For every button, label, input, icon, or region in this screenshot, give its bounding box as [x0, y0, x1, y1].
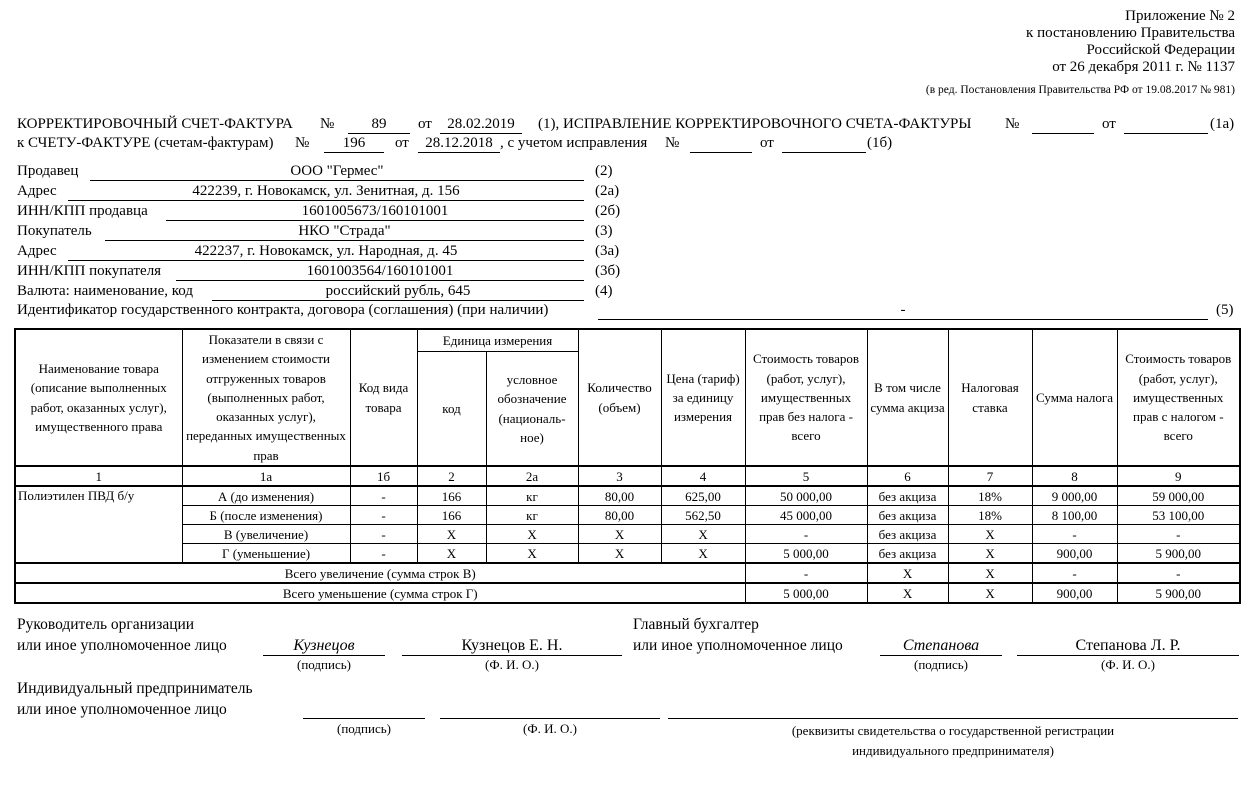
ip-signature-caption: (подпись)	[337, 721, 391, 736]
column-number: 2а	[486, 466, 578, 486]
indicator-cell: В (увеличение)	[182, 525, 350, 544]
header-tax-rate: Налоговая ставка	[948, 329, 1032, 466]
seller-inn-field[interactable]: 1601005673/160101001	[166, 202, 584, 221]
contract-id-field[interactable]: -	[598, 301, 1208, 320]
seller-address-code: (2а)	[595, 183, 620, 199]
column-number: 1а	[182, 466, 350, 486]
fix-number-field[interactable]	[690, 134, 752, 153]
column-number: 6	[867, 466, 948, 486]
header-tax-amount: Сумма налога	[1032, 329, 1117, 466]
header-quantity: Количество (объем)	[578, 329, 661, 466]
header-excise: В том числе сумма акциза	[867, 329, 948, 466]
document-title: КОРРЕКТИРОВОЧНЫЙ СЧЕТ-ФАКТУРА	[17, 116, 293, 132]
base-invoice-number-field[interactable]: 196	[324, 134, 384, 153]
table-header-row	[15, 329, 1240, 351]
buyer-address-label: Адрес	[17, 243, 57, 259]
buyer-inn-code: (3б)	[595, 263, 621, 279]
header-indicators: Показатели в связи с изменением стоимости отгруженных товаров (выполненных работ, оказанных услуг), переданных имущественных прав	[182, 329, 350, 466]
seller-inn-label: ИНН/КПП продавца	[17, 203, 148, 219]
contract-id-code: (5)	[1216, 302, 1234, 318]
base-invoice-date-field[interactable]: 28.12.2018	[418, 134, 500, 153]
appendix-line-4: от 26 декабря 2011 г. № 1137	[1052, 59, 1235, 75]
column-number: 4	[661, 466, 745, 486]
quantity-cell: 80,00	[578, 506, 661, 525]
correction-date-field[interactable]	[1124, 115, 1208, 134]
seller-code: (2)	[595, 163, 613, 179]
rate-cell: X	[948, 583, 1032, 603]
cost-cell: 5 000,00	[745, 544, 867, 564]
header-kind-code: Код вида товара	[350, 329, 417, 466]
tax-cell: 9 000,00	[1032, 486, 1117, 506]
ip-registration-caption-line-2: индивидуального предпринимателя)	[852, 743, 1054, 758]
fix-number-sign: №	[665, 135, 680, 151]
tax-cell: -	[1032, 563, 1117, 583]
ip-name-field[interactable]	[440, 700, 660, 719]
accountant-signature-caption: (подпись)	[914, 657, 968, 672]
total-cell: 59 000,00	[1117, 486, 1240, 506]
buyer-address-field[interactable]: 422237, г. Новокамск, ул. Народная, д. 45	[68, 242, 584, 261]
unit-code-cell: 166	[417, 506, 486, 525]
buyer-address-code: (3а)	[595, 243, 620, 259]
ip-label-1: Индивидуальный предприниматель	[17, 680, 253, 697]
column-number: 5	[745, 466, 867, 486]
buyer-inn-field[interactable]: 1601003564/160101001	[176, 262, 584, 281]
column-number: 9	[1117, 466, 1240, 486]
accountant-signature-field[interactable]: Степанова	[880, 637, 1002, 656]
excise-cell: без акциза	[867, 525, 948, 544]
cost-cell: -	[745, 525, 867, 544]
header-unit-code: код	[417, 351, 486, 466]
buyer-code: (3)	[595, 223, 613, 239]
buyer-inn-label: ИНН/КПП покупателя	[17, 263, 162, 279]
seller-inn-code: (2б)	[595, 203, 621, 219]
currency-code: (4)	[595, 283, 613, 299]
head-signature-field[interactable]: Кузнецов	[263, 637, 385, 656]
total-label-cell: Всего увеличение (сумма строк В)	[15, 563, 745, 583]
invoice-number-field[interactable]: 89	[348, 115, 410, 134]
fix-from-label: от	[760, 135, 774, 151]
table-row	[15, 525, 1240, 544]
price-cell: X	[661, 544, 745, 564]
header-unit-name: условное обозначение (националь-ное)	[486, 351, 578, 466]
tax-cell: 900,00	[1032, 583, 1117, 603]
accountant-name-field[interactable]: Степанова Л. Р.	[1017, 637, 1239, 656]
column-number: 1б	[350, 466, 417, 486]
kind-cell: -	[350, 544, 417, 564]
correction-from-label: от	[1102, 116, 1116, 132]
head-name-field[interactable]: Кузнецов Е. Н.	[402, 637, 622, 656]
cost-cell: 45 000,00	[745, 506, 867, 525]
head-label-2: или иное уполномоченное лицо	[17, 637, 227, 654]
buyer-label: Покупатель	[17, 223, 92, 239]
fix-label: , с учетом исправления	[500, 135, 648, 151]
table-row	[15, 486, 1240, 506]
kind-cell: -	[350, 525, 417, 544]
unit-name-cell: X	[486, 525, 578, 544]
header-cost-without-tax: Стоимость товаров (работ, услуг), имущественных прав без налога - всего	[745, 329, 867, 466]
contract-id-label: Идентификатор государственного контракта, договора (соглашения) (при наличии)	[17, 302, 549, 318]
correction-number-sign: №	[1005, 116, 1020, 132]
column-number: 1	[15, 466, 182, 486]
kind-cell: -	[350, 486, 417, 506]
quantity-cell: X	[578, 544, 661, 564]
accountant-name-caption: (Ф. И. О.)	[1101, 657, 1155, 672]
excise-cell: X	[867, 583, 948, 603]
indicator-cell: А (до изменения)	[182, 486, 350, 506]
buyer-field[interactable]: НКО "Страда"	[105, 222, 584, 241]
cost-cell: -	[745, 563, 867, 583]
kind-cell: -	[350, 506, 417, 525]
unit-name-cell: кг	[486, 486, 578, 506]
appendix-line-2: к постановлению Правительства	[1026, 25, 1235, 41]
total-cell: 53 100,00	[1117, 506, 1240, 525]
cost-cell: 5 000,00	[745, 583, 867, 603]
tax-cell: 900,00	[1032, 544, 1117, 564]
header-cost-with-tax: Стоимость товаров (работ, услуг), имущественных прав с налогом - всего	[1117, 329, 1240, 466]
base-from-label: от	[395, 135, 409, 151]
fix-date-field[interactable]	[782, 134, 866, 153]
rate-cell: X	[948, 525, 1032, 544]
quantity-cell: X	[578, 525, 661, 544]
seller-address-field[interactable]: 422239, г. Новокамск, ул. Зенитная, д. 156	[68, 182, 584, 201]
ip-name-caption: (Ф. И. О.)	[523, 721, 577, 736]
appendix-note	[926, 8, 1235, 99]
rate-cell: 18%	[948, 486, 1032, 506]
unit-code-cell: X	[417, 544, 486, 564]
appendix-line-3: Российской Федерации	[1086, 42, 1235, 58]
tax-cell: -	[1032, 525, 1117, 544]
unit-name-cell: X	[486, 544, 578, 564]
from-label: от	[418, 116, 432, 132]
code-1b: (1б)	[867, 135, 893, 151]
header-price: Цена (тариф) за единицу измерения	[661, 329, 745, 466]
seller-field[interactable]: ООО "Гермес"	[90, 162, 584, 181]
base-invoice-label: к СЧЕТУ-ФАКТУРЕ (счетам-фактурам)	[17, 135, 274, 151]
cost-cell: 50 000,00	[745, 486, 867, 506]
price-cell: X	[661, 525, 745, 544]
header-unit-group: Единица измерения	[417, 329, 578, 351]
total-cell: -	[1117, 563, 1240, 583]
seller-address-label: Адрес	[17, 183, 57, 199]
rate-cell: 18%	[948, 506, 1032, 525]
excise-cell: без акциза	[867, 544, 948, 564]
price-cell: 562,50	[661, 506, 745, 525]
unit-code-cell: X	[417, 525, 486, 544]
ip-registration-caption-line-1: (реквизиты свидетельства о государственной регистрации	[791, 723, 1115, 738]
excise-cell: X	[867, 563, 948, 583]
accountant-label-2: или иное уполномоченное лицо	[633, 637, 843, 654]
indicator-cell: Б (после изменения)	[182, 506, 350, 525]
correction-title: (1), ИСПРАВЛЕНИЕ КОРРЕКТИРОВОЧНОГО СЧЕТА-ФАКТУРЫ	[538, 116, 972, 132]
rate-cell: X	[948, 544, 1032, 564]
column-number: 3	[578, 466, 661, 486]
ip-label-2: или иное уполномоченное лицо	[17, 701, 227, 718]
head-name-caption: (Ф. И. О.)	[485, 657, 539, 672]
header-product-name: Наименование товара (описание выполненных работ, оказанных услуг), имущественного права	[15, 329, 182, 466]
column-number: 2	[417, 466, 486, 486]
appendix-line-1: Приложение № 2	[1125, 8, 1235, 24]
unit-code-cell: 166	[417, 486, 486, 506]
number-sign: №	[320, 116, 335, 132]
currency-label: Валюта: наименование, код	[17, 283, 193, 299]
head-label-1: Руководитель организации	[17, 616, 195, 633]
table-row	[15, 544, 1240, 564]
code-1a: (1а)	[1210, 116, 1235, 132]
ip-registration-field[interactable]	[668, 700, 1238, 719]
accountant-label-1: Главный бухгалтер	[633, 616, 759, 633]
unit-name-cell: кг	[486, 506, 578, 525]
invoice-date-field[interactable]: 28.02.2019	[440, 115, 522, 134]
correction-number-field[interactable]	[1032, 115, 1094, 134]
excise-cell: без акциза	[867, 486, 948, 506]
column-numbers-row	[15, 466, 1240, 486]
total-cell: 5 900,00	[1117, 583, 1240, 603]
product-name-cell: Полиэтилен ПВД б/у	[15, 486, 182, 563]
seller-label: Продавец	[17, 163, 79, 179]
excise-cell: без акциза	[867, 506, 948, 525]
ip-signature-field[interactable]	[303, 700, 425, 719]
tax-cell: 8 100,00	[1032, 506, 1117, 525]
total-cell: -	[1117, 525, 1240, 544]
ip-registration-caption	[668, 721, 1238, 761]
total-cell: 5 900,00	[1117, 544, 1240, 564]
currency-field[interactable]: российский рубль, 645	[212, 282, 584, 301]
base-number-sign: №	[295, 135, 310, 151]
price-cell: 625,00	[661, 486, 745, 506]
rate-cell: X	[948, 563, 1032, 583]
appendix-edition: (в ред. Постановления Правительства РФ от 19.08.2017 № 981)	[925, 84, 1235, 96]
quantity-cell: 80,00	[578, 486, 661, 506]
head-signature-caption: (подпись)	[297, 657, 351, 672]
column-number: 7	[948, 466, 1032, 486]
table-row	[15, 506, 1240, 525]
column-number: 8	[1032, 466, 1117, 486]
total-label-cell: Всего уменьшение (сумма строк Г)	[15, 583, 745, 603]
indicator-cell: Г (уменьшение)	[182, 544, 350, 564]
total-increase-row	[15, 563, 1240, 583]
total-decrease-row	[15, 583, 1240, 603]
invoice-table	[14, 328, 1241, 604]
